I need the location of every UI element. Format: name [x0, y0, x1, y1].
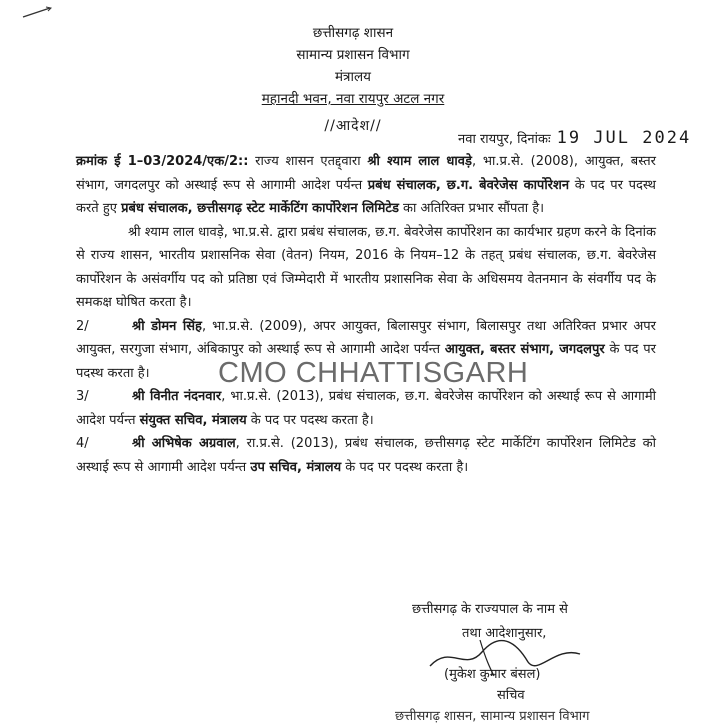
date-line — [458, 128, 691, 148]
date-label: नवा रायपुर, दिनांकः — [458, 132, 551, 147]
letterhead — [0, 22, 706, 110]
order-line: तथा आदेशानुसार, — [462, 626, 547, 641]
office-address: महानदी भवन, नवा रायपुर अटल नगर — [261, 91, 445, 107]
new-post: आयुक्त, बस्तर संभाग, जगदलपुर — [444, 342, 605, 357]
additional-charge: प्रबंध संचालक, छत्तीसगढ़ स्टेट मार्केटिंग कार्पोरेशन लिमिटेड — [121, 201, 399, 216]
item-2: 2/ श्री डोमन सिंह, भा.प्र.से. (2009), अपर आयुक्त, बिलासपुर संभाग, बिलासपुर तथा अतिरिक्त प्रभार अपर आयुक्त, सरगुजा संभाग, अंबिकापुर को अस्थाई रूप से आगामी आदेश पर्यन्त आयुक्त, बस्तर संभाग, जगदलपुर के पद पर पदस्थ करता है। — [76, 318, 656, 381]
officer-name: श्री अभिषेक अग्रवाल — [132, 436, 236, 451]
new-post: संयुक्त सचिव, मंत्रालय — [139, 412, 247, 428]
watermark: CMO CHHATTISGARH — [218, 357, 529, 389]
pen-mark-icon — [22, 6, 52, 18]
date-stamp: 19 JUL 2024 — [556, 128, 692, 148]
order-body — [76, 150, 656, 479]
order-title: //आदेश// — [324, 118, 382, 134]
department-name: सामान्य प्रशासन विभाग — [296, 47, 410, 63]
paragraph-1: क्रमांक ई 1–03/2024/एक/2:: राज्य शासन एतद्द्वारा श्री श्याम लाल धावड़े, भा.प्र.से. (2008), आयुक्त, बस्तर संभाग, जगदलपुर को अस्थाई रूप से आगामी आदेश पर्यन्त प्रबंध संचालक, छ.ग. बेवरेजेस कार्पोरेशन के पद पर पदस्थ करते हुए प्रबंध संचालक, छत्तीसगढ़ स्टेट मार्केटिंग कार्पोरेशन लिमिटेड का अतिरिक्त प्रभार सौंपता है। — [76, 154, 656, 216]
officer-name: श्री डोमन सिंह — [132, 318, 202, 334]
officer-name: श्री विनीत नंदनवार — [132, 389, 222, 404]
new-post: उप सचिव, मंत्रालय — [250, 459, 342, 475]
new-post: प्रबंध संचालक, छ.ग. बेवरेजेस कार्पोरेशन — [367, 177, 570, 193]
ministry-name: मंत्रालय — [334, 69, 371, 85]
officer-name: श्री श्याम लाल धावड़े — [367, 154, 472, 169]
authority-line: छत्तीसगढ़ के राज्यपाल के नाम से — [412, 602, 568, 617]
item-4: 4/ श्री अभिषेक अग्रवाल, रा.प्र.से. (2013), प्रबंध संचालक, छत्तीसगढ़ स्टेट मार्केटिंग कार्पोरेशन लिमिटेड को अस्थाई रूप से आगामी आदेश पर्यन्त उप सचिव, मंत्रालय के पद पर पदस्थ करता है। — [76, 436, 657, 475]
order-reference: क्रमांक ई 1–03/2024/एक/2:: — [76, 154, 249, 169]
signatory-name: (मुकेश कुमार बंसल) — [444, 667, 541, 682]
item-3: 3/ श्री विनीत नंदनवार, भा.प्र.से. (2013), प्रबंध संचालक, छ.ग. बेवरेजेस कार्पोरेशन को अस्थाई रूप से आगामी आदेश पर्यन्त संयुक्त सचिव, मंत्रालय के पद पर पदस्थ करता है। — [76, 389, 656, 428]
footer-cut-text: छत्तीसगढ़ शासन, सामान्य प्रशासन विभाग — [395, 709, 590, 724]
govt-name: छत्तीसगढ़ शासन — [312, 25, 394, 41]
signatory-designation: सचिव — [497, 688, 525, 703]
paragraph-2: श्री श्याम लाल धावड़े, भा.प्र.से. द्वारा प्रबंध संचालक, छ.ग. बेवरेजेस कार्पोरेशन का कार्यभार ग्रहण करने के दिनांक से राज्य शासन, भारतीय प्रशासनिक सेवा (वेतन) नियम, 2016 के नियम–12 के तहत् प्रबंध संचालक, छ.ग. बेवरेजेस कार्पोरेशन के असंवर्गीय पद को प्रतिष्ठा एवं जिम्मेदारी में भारतीय प्रशासनिक सेवा के अधिसमय वेतनमान के संवर्गीय पद के समकक्ष घोषित करता है। — [76, 224, 656, 310]
